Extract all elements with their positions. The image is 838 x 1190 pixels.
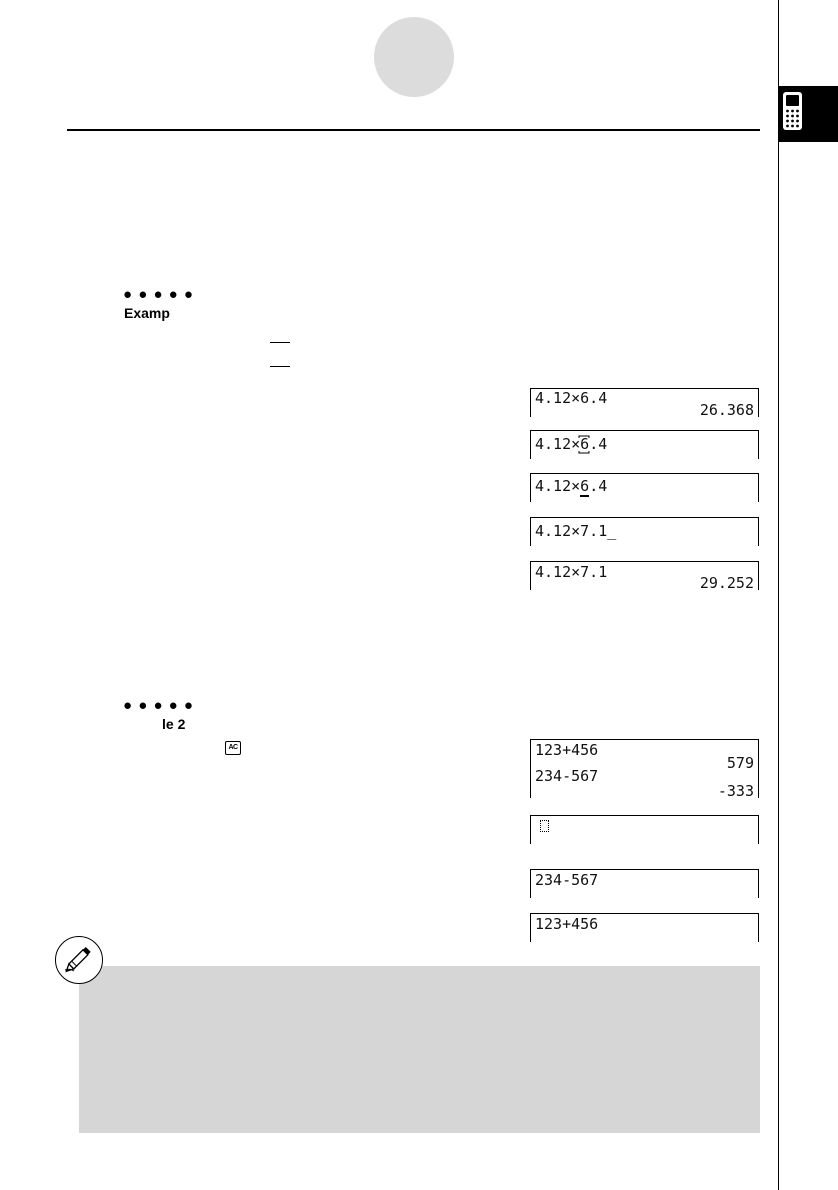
lcd-screen-6 <box>530 739 759 798</box>
header-rule <box>67 129 760 131</box>
lcd-screen-7 <box>530 815 759 844</box>
lcd-result: 26.368 <box>699 401 754 419</box>
overwrite-cursor-icon <box>577 435 591 454</box>
lcd-line: 4.12×7.1_ <box>535 522 617 540</box>
lcd-result: 579 <box>726 754 754 772</box>
lcd-screen-5 <box>530 561 759 590</box>
lcd-line: 4.12×7.1 <box>535 563 608 581</box>
note-panel <box>79 966 760 1133</box>
example1-dots: ● ● ● ● ● <box>123 286 194 303</box>
lcd-screen-2 <box>530 430 759 459</box>
lcd-line: 123+456 <box>535 741 599 759</box>
lcd-line: 4.12×6.4 <box>535 477 608 495</box>
lcd-line: 234-567 <box>535 871 599 889</box>
lcd-screen-1 <box>530 388 759 417</box>
blink-cursor-icon <box>540 820 549 832</box>
lcd-screen-4 <box>530 517 759 546</box>
lcd-screen-8 <box>530 869 759 898</box>
lcd-result: -333 <box>717 782 754 800</box>
pencil-icon <box>56 937 101 982</box>
underscore-cursor: _ <box>607 522 617 540</box>
example2-dots: ● ● ● ● ● <box>123 697 194 714</box>
ac-key-icon: AC <box>225 741 241 755</box>
lcd-result: 29.252 <box>699 574 754 592</box>
underline-cursor-char: 6 <box>580 477 590 495</box>
lcd-line: 123+456 <box>535 915 599 933</box>
example2-label: le 2 <box>162 716 186 732</box>
chapter-side-tab[interactable] <box>778 86 838 142</box>
lcd-screen-3 <box>530 473 759 502</box>
lcd-line: 4.12×6 .4 <box>535 435 608 453</box>
example1-label: Examp <box>124 305 170 321</box>
chapter-circle <box>374 17 454 97</box>
side-margin-rule <box>778 0 779 1190</box>
lcd-line: 4.12×6.4 <box>535 389 608 407</box>
pencil-note-icon <box>55 936 103 984</box>
calculator-icon <box>778 86 838 142</box>
example1-dash-2 <box>270 366 290 367</box>
blink-cursor-char: 6 <box>580 437 589 452</box>
lcd-screen-9 <box>530 913 759 942</box>
lcd-line: 234-567 <box>535 767 599 785</box>
example1-dash-1 <box>270 342 290 343</box>
